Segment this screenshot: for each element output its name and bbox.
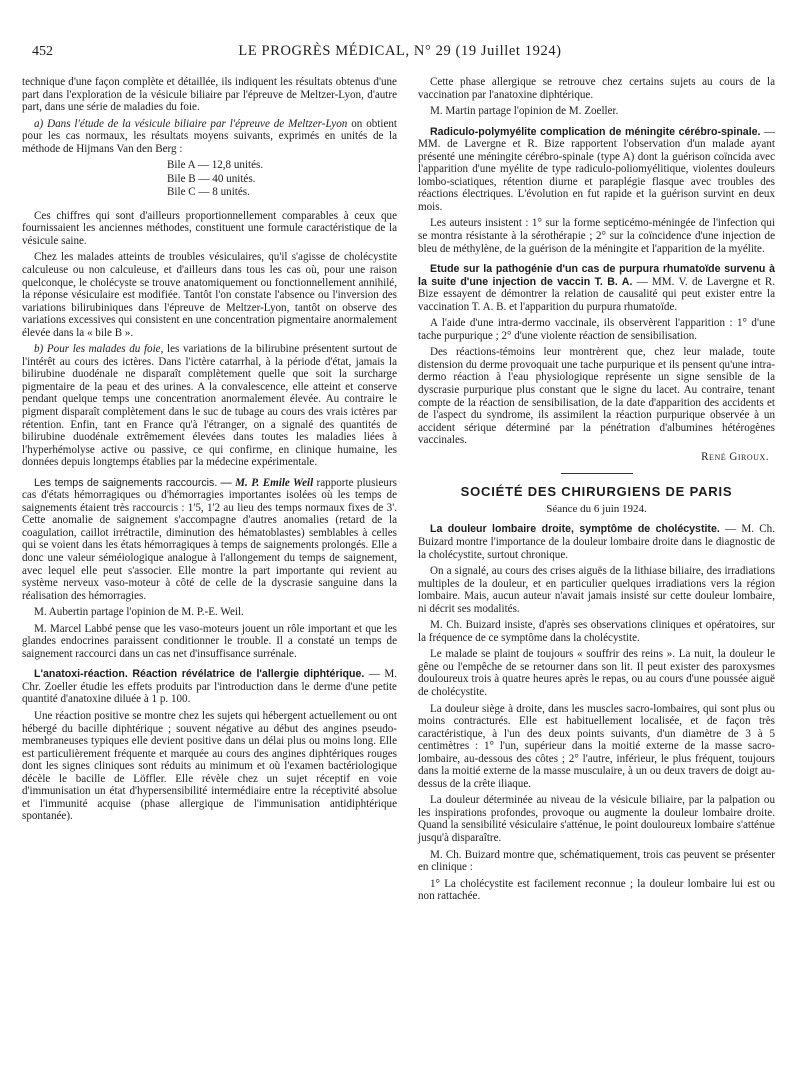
paragraph: Chez les malades atteints de troubles vésiculaires, qu'il s'agisse de cholécystite calculeuse ou non calculeuse, et d'ailleurs dans tous les cas où, pour une raison quelconque, le cholécyste se trouve anatomiquement ou fonctionnellement annihilé, la réponse vésiculaire est modifiée. Tantôt l'on constate l'absence ou l'inversion des variations bilirubiniques dans l'épreuve de Meltzer-Lyon, tantôt on observe des variations excessives qui consistent en une concentration pigmentaire anormalement élevée dans la « bile B ».: [22, 251, 397, 339]
paragraph: Une réaction positive se montre chez les sujets qui hébergent actuellement ou ont hébergé du bacille diphtérique ; souvent négative au début des angines pseudo-membraneuses typiques elle devient positive dans un délai plus ou moins long. Elle est particulièrement fréquente et marquée au cours des angines diphtériques rouges dont les signes cliniques sont réduits au minimum et où l'examen bactériologique décèle le bacille de Löffler. Elle révèle chez un sujet réceptif en voie d'immunisation un état d'hypersensibilité intermédiaire entre la réceptivité absolue et l'immunité acquise (phase allergique de l'immunisation antidiphtérique spontanée).: [22, 710, 397, 823]
author-name: — M. P. Emile Weil: [220, 476, 314, 489]
article-title: Les temps de saignements raccourcis.: [34, 476, 218, 489]
paragraph: La douleur lombaire droite, symptôme de cholécystite. — M. Ch. Buizard montre l'importance de la douleur lombaire droite dans le diagnostic de la cholécystite, surtout chronique.: [418, 523, 775, 561]
article-title: L'anatoxi-réaction. Réaction révélatrice de l'allergie diphtérique.: [34, 668, 365, 681]
paragraph: M. Martin partage l'opinion de M. Zoeller.: [430, 105, 619, 118]
article-title: Etude sur la pathogénie d'un cas de purpura rhumatoïde survenu à la suite d'une injection de vaccin T. B. A.: [418, 263, 775, 288]
paragraph: Radiculo-polymyélite complication de méningite cérébro-spinale. — MM. de Lavergne et R. Bize rapportent l'observation d'un malade ayant présenté une méningite cérébro-spinale (type A) dont la guérison coïncida avec l'apparition d'une myélite de type radiculo-poliomyélitique, violentes douleurs lombo-sciatiques, rétention diurne et paraplégie flasque avec troubles des réactions électriques. L'évolution en fut rapide et la guérison survint en deux mois.: [418, 125, 775, 213]
paragraph: M. Marcel Labbé pense que les vaso-moteurs jouent un rôle important et que les glandes endocrines paraissent conditionner le trouble. Il a constaté un temps de saignement raccourci dans un cas net d'insuffisance surrénale.: [22, 622, 397, 660]
paragraph: M. Ch. Buizard montre que, schématiquement, trois cas peuvent se présenter en clinique :: [418, 848, 775, 874]
paragraph: a) Dans l'étude de la vésicule biliaire par l'épreuve de Meltzer-Lyon on obtient pour les cas normaux, les résultats moyens suivants, exprimés en unités de la méthode de Hijmans Van den Berg :: [22, 117, 398, 155]
italic-lead: a) Dans l'étude de la vésicule biliaire par l'épreuve de Meltzer-Lyon: [34, 117, 348, 130]
paragraph: La douleur siège à droite, dans les muscles sacro-lombaires, qui sont plus ou moins contracturés. Elle est habituellement localisée, et de façon très caractéristique, à l'un des deux points suivants, d'un diamètre de 3 à 5 centimètres : 1° l'un, supérieur dans la moitié externe de la masse sacro-lombaire, au-dessous des côtes ; 2° l'autre, inférieur, le plus fréquent, toujours dans la moitié externe de la masse musculaire, à un ou deux travers de doigt au-dessus de la crête iliaque.: [418, 702, 775, 790]
paragraph: A l'aide d'une intra-dermo vaccinale, ils observèrent l'apparition : 1° d'une tache purpurique ; 2° d'une violente réaction de sensibilisation.: [418, 317, 775, 342]
paragraph: Ces chiffres qui sont d'ailleurs proportionnellement comparables à ceux que fournissaient les anciennes méthodes, constituent une formule caractéristique de la vésicule saine.: [22, 209, 397, 247]
page-header: [22, 42, 778, 62]
paragraph: Les temps de saignements raccourcis. — M. P. Emile Weil rapporte plusieurs cas d'états hémorragiques ou d'hémorragies importantes isolées où les temps de saignements étaient très raccourcis : 1'5, 1'2 au lieu des temps normaux fixes de 3'. Cette anomalie de saignement s'accompagne d'autres anomalies (retard de la coagulation, caillot irrétractile, diminution des hématoblastes) semblables à celles qui se voient dans les états hémorragiques à temps de saignements prolongés. Elle a donc une valeur séméiologique analogue à l'allongement du temps de saignement, avec lequel elle peut s'associer. Elle montre la part importante qui revient au système nerveux vaso-moteur à côté de celle de la dyscrasie sanguine dans la réalisation des hémorragies.: [22, 476, 397, 602]
right-column: [418, 76, 775, 907]
page-number: 452: [32, 44, 53, 59]
paragraph: M. Aubertin partage l'opinion de M. P.-E. Weil.: [34, 606, 244, 619]
paragraph: On a signalé, au cours des crises aiguës de la lithiase biliaire, des irradiations multiples de la douleur, et en particulier quelques irradiations vers la région lombaire. Mais, aucun auteur n'avait jamais insisté sur cette douleur lombaire, ni décrit ses modalités.: [418, 565, 775, 615]
paragraph: 1° La cholécystite est facilement reconnue ; la douleur lombaire lui est ou non rattachée.: [418, 877, 775, 903]
paragraph: b) Pour les malades du foie, les variations de la bilirubine présentent surtout de l'intérêt au cours des ictères. Dans l'ictère catarrhal, à la période d'état, jamais la bilirubine duodénale ne disparaît complètement quelle que soit la surcharge pigmentaire de la peau et des urines. A la convalescence, elle atteint et conserve pendant quelque temps une concentration anormalement élevée. Au contraire le pigment disparaît complètement dans le suc de tubage au cours des vrais ictères par rétention. Enfin, tant en France qu'à l'étranger, on a signalé des quantités de bilirubine duodénale extrêmement élevées dans toutes les maladies liées à l'hyperhémolyse active ou passive, ce qui confirme, en clinique humaine, les données depuis longtemps établies par la médecine expérimentale.: [22, 343, 397, 469]
paragraph: Cette phase allergique se retrouve chez certains sujets au cours de la vaccination par l'anatoxine diphtérique.: [418, 76, 775, 101]
paragraph: M. Ch. Buizard insiste, d'après ses observations cliniques et opératoires, sur la fréquence de ce symptôme dans la cholécystite.: [418, 619, 775, 644]
section-divider: [561, 473, 633, 474]
paragraph: Les auteurs insistent : 1° sur la forme septicémo-méningée de l'infection qui se montra résistante à la sérothérapie ; 2° sur la coïncidence d'une injection de bleu de méthylène, de la guérison de la méningite et l'apparition de la myélite.: [418, 217, 775, 255]
paragraph: Le malade se plaint de toujours « souffrir des reins ». La nuit, la douleur le gêne ou l'empêche de se retourner dans son lit. Il peut exister des paroxysmes douloureux trois à quatre heures après le repas, ou au cours d'une poussée aiguë de cholécystite.: [418, 648, 775, 698]
signature: René Giroux.: [701, 450, 769, 463]
bile-value: Bile C — 8 unités.: [167, 186, 250, 199]
paragraph: La douleur déterminée au niveau de la vésicule biliaire, par la palpation ou les inspirations profondes, provoque ou augmente la douleur lombaire droite. Quand la sensibilité vésiculaire s'atténue, le point douloureux lombaire s'atténue jusqu'à disparaître.: [418, 794, 775, 844]
paragraph: L'anatoxi-réaction. Réaction révélatrice de l'allergie diphtérique. — M. Chr. Zoeller étudie les effets produits par l'introduction dans le derme d'une petite quantité d'anatoxine diluée à 1 p. 100.: [22, 668, 397, 706]
bile-values-list: [22, 159, 397, 200]
paragraph: Etude sur la pathogénie d'un cas de purpura rhumatoïde survenu à la suite d'une injection de vaccin T. B. A. — MM. V. de Lavergne et R. Bize essayent de démontrer la relation de causalité qui peut exister entre la vaccination T. A. B. et l'apparition du purpura rhumatoïde.: [418, 263, 775, 313]
paragraph: Des réactions-témoins leur montrèrent que, chez leur malade, toute distension du derme provoquait une tache purpurique et ils pensent qu'une intra-dermo réaction à l'eau physiologique représente un signe sensible de la dyscrasie purpurique plus constant que le signe du lacet. Au contraire, tenant compte de la réaction de sensibilisation, de la date d'apparition des accidents et de l'aspect du syndrome, ils assimilent la réaction purpurique observée à un accident sérique déterminé par la pénétration d'albumines hétérogènes vaccinales.: [418, 346, 775, 447]
left-column: [22, 76, 397, 827]
paragraph: technique d'une façon complète et détaillée, ils indiquent les résultats obtenus d'une part dans l'exploration de la vésicule biliaire par l'épreuve de Meltzer-Lyon, d'autre part, dans une série de maladies du foie.: [22, 76, 397, 114]
running-title: LE PROGRÈS MÉDICAL, N° 29 (19 Juillet 1924): [238, 43, 562, 59]
italic-lead: b) Pour les malades du foie,: [34, 343, 164, 356]
bile-value: Bile B — 40 unités.: [167, 172, 256, 185]
session-date: Séance du 6 juin 1924.: [546, 502, 647, 515]
article-title: La douleur lombaire droite, symptôme de cholécystite.: [430, 523, 720, 536]
section-title: SOCIÉTÉ DES CHIRURGIENS DE PARIS: [460, 484, 733, 500]
article-title: Radiculo-polymyélite complication de méningite cérébro-spinale.: [430, 125, 761, 138]
bile-value: Bile A — 12,8 unités.: [167, 159, 264, 172]
